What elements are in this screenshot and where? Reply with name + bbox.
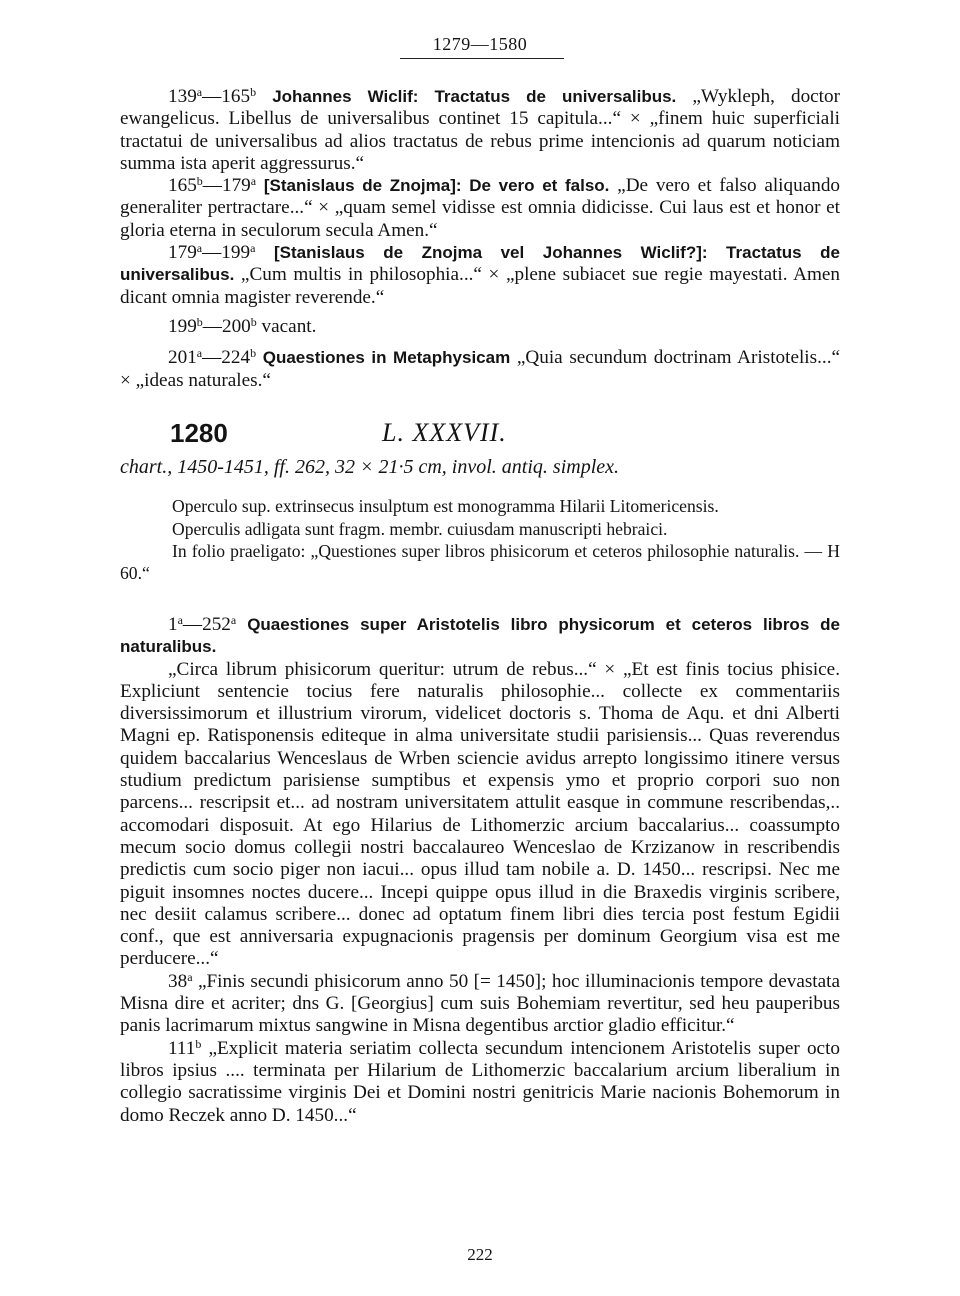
work-title: Quaestiones super Aristotelis libro physicorum et ceteros libros de naturalibus. bbox=[120, 615, 840, 657]
folio-ref: 38 bbox=[168, 970, 188, 992]
entry-1279-contents bbox=[120, 86, 840, 392]
content-item bbox=[120, 175, 840, 242]
range-dash: — bbox=[182, 614, 203, 635]
folio-side: a bbox=[196, 85, 203, 99]
paragraph-text: „Circa librum phisicorum queritur: utrum de rebus...“ × „Et est finis tocius phisice. Expliciunt sentencie tocius fere naturalis philosophie... collecte ex commentariis diversissimorum et illustrium virorum, videlicet doctoris s. Thoma de Aqu. et dni Alberti Magni ep. Ratisponensis editeque in alma universitate studii parisiensis... Quas reverendus quidem baccalarius Wenceslaus de Wrben sciencie avidus arrepto longissimo itinere versus studium predictum parisiense sumptibus et expensis ymo et proprio corpori suo non parcens... rescripsit et... ad nostram universitatem attulit easque in commune rescribendas,.. accomodari disposuit. At ego Hilarius de Lithomerzic arcium baccalarius... coassumpto mecum socio domus collegii nostri baccalaureo Wenceslao de Krzizanow in rescribendis predictis cum socio piger non iacui... opus illud tam nobile a. D. 1450... rescripsi. Nec me piguit insomnes noctes ducere... Incepi quippe opus illud in die Braxedis virginis scribere, nec desiit calamus scribere... donec ad optatum finem libri dies tercia post festum Egidii conf., que est anniversaria expugnacionis pragensis per dominum Georgium visa est me perducere...“ bbox=[120, 658, 840, 970]
content-item bbox=[120, 347, 840, 392]
range-dash: — bbox=[202, 242, 222, 264]
folio-side: a bbox=[177, 613, 183, 627]
folio-side: b bbox=[250, 346, 257, 361]
folio-ref: 111 bbox=[168, 1037, 196, 1059]
incipit-explicit: „De vero et falso aliquando generaliter pertractare...“ × „quam semel vidisse est omnia didicisse. Cui laus est et honor et gloria eterna in seculorum secula Amen.“ bbox=[120, 175, 841, 241]
range-dash: — bbox=[202, 175, 222, 197]
folio-end: 165 bbox=[221, 86, 251, 107]
folio-side: b bbox=[196, 174, 203, 189]
colophon-paragraph bbox=[120, 971, 840, 1038]
folio-start: 139 bbox=[168, 86, 197, 107]
folio-side: a bbox=[196, 241, 203, 256]
range-dash: — bbox=[202, 86, 222, 107]
content-item bbox=[120, 242, 840, 309]
folio-start: 201 bbox=[168, 347, 197, 369]
incipit-explicit: vacant. bbox=[256, 315, 317, 337]
folio-side: a bbox=[250, 241, 256, 256]
entry-heading bbox=[120, 418, 840, 452]
running-head: 1279—1580 bbox=[432, 34, 528, 54]
paragraph-text: „Finis secundi phisicorum anno 50 [= 1450]; hoc illuminacionis tempore devastata Misna dire et acriter; dns G. [Georgius] cum suis Bohemiam revertitur, sed heu pauperibus panis lacrimarum mixtus sangwine in Misna degentibus arctior gladio efficitur.“ bbox=[120, 970, 840, 1037]
range-dash: — bbox=[202, 315, 222, 337]
range-dash: — bbox=[202, 347, 222, 369]
folio-end: 200 bbox=[221, 315, 251, 337]
folio-side: b bbox=[196, 314, 203, 329]
folio-end: 252 bbox=[202, 614, 231, 635]
work-title: Quaestiones in Metaphysicam bbox=[262, 348, 511, 368]
paragraph-text: „Explicit materia seriatim collecta secundum intencionem Aristotelis super octo libros ipsius .... terminata per Hilarium de Lithomerzic baccalarium arcium liberalium in collegio sacratissime virginis Dei et Domini nostri genitricis Marie nacionis Bohemorum in domo Reczek anno D. 1450...“ bbox=[120, 1037, 840, 1126]
physical-description: chart., 1450-1451, ff. 262, 32 × 21·5 cm, invol. antiq. simplex. bbox=[120, 456, 620, 478]
note: Operculis adligata sunt fragm. membr. cuiusdam manuscripti hebraici. bbox=[172, 518, 668, 539]
content-heading bbox=[120, 614, 840, 659]
content-item bbox=[120, 86, 840, 175]
incipit-explicit: „Cum multis in philosophia...“ × „plene subiacet sue regie mayestati. Amen dicant omnia magister reverende.“ bbox=[120, 264, 840, 308]
folio-start: 199 bbox=[168, 315, 197, 337]
work-title: Johannes Wiclif: Tractatus de universalibus. bbox=[272, 87, 677, 106]
folio-start: 179 bbox=[168, 242, 197, 264]
note: In folio praeligato: „Questiones super libros phisicorum et ceteros philosophie naturalis. — H 60.“ bbox=[120, 541, 840, 583]
folio-side: b bbox=[250, 314, 257, 329]
work-title: [Stanislaus de Znojma]: De vero et falso. bbox=[263, 176, 610, 196]
content-item bbox=[120, 316, 840, 338]
page-number: 222 bbox=[467, 1245, 493, 1264]
colophon-paragraph bbox=[120, 659, 840, 971]
colophon-paragraph bbox=[120, 1038, 840, 1127]
entry-number: 1280 bbox=[170, 418, 228, 448]
folio-side: b bbox=[250, 85, 257, 99]
folio-side: a bbox=[196, 346, 203, 361]
folio-side: a bbox=[187, 969, 193, 984]
header-rule bbox=[400, 58, 564, 59]
folio-end: 224 bbox=[221, 347, 251, 369]
incipit-explicit: „Quia secundum doctrinam Aristotelis...“ × „ideas naturales.“ bbox=[120, 347, 841, 391]
folio-side: a bbox=[230, 613, 237, 627]
folio-side: b bbox=[195, 1036, 202, 1051]
shelf-mark: L. XXXVII. bbox=[382, 418, 507, 447]
note: Operculo sup. extrinsecus insulptum est monogramma Hilarii Litomericensis. bbox=[172, 496, 719, 516]
folio-side: a bbox=[250, 174, 257, 189]
folio-start: 1 bbox=[168, 614, 178, 635]
folio-end: 179 bbox=[221, 175, 251, 197]
folio-end: 199 bbox=[221, 242, 251, 264]
work-title: [Stanislaus de Znojma vel Johannes Wiclif?]: Tractatus de universalibus. bbox=[120, 243, 841, 285]
folio-start: 165 bbox=[168, 175, 197, 197]
incipit-explicit: „Wykleph, doctor ewangelicus. Libellus de universalibus continet 15 capitula...“ × „finem huic superficiali tractatui de universalibus ad alios tractatus de rebus prime intencionis ad quarum noticiam summa ista aperit aggressurus.“ bbox=[120, 86, 840, 174]
entry-1280-contents bbox=[120, 614, 840, 1127]
binding-notes bbox=[120, 496, 840, 584]
